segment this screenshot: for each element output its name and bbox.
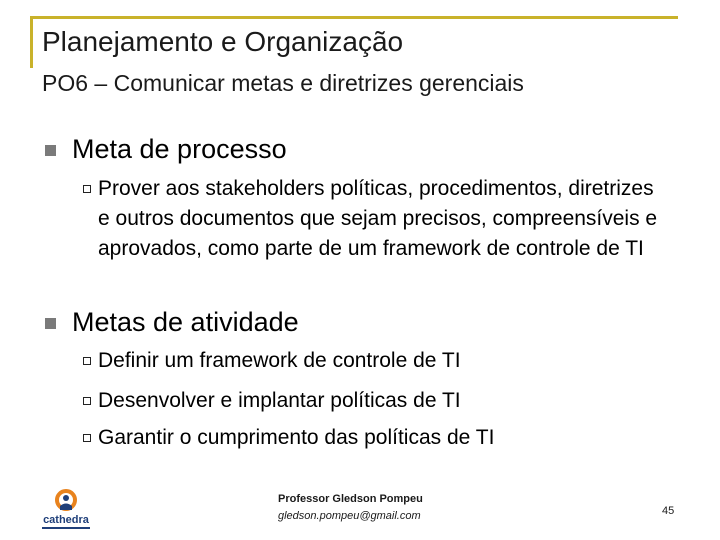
bullet-square [45, 318, 56, 329]
section-heading-meta-processo: Meta de processo [72, 134, 287, 164]
page-number: 45 [662, 505, 675, 517]
slide-subtitle: PO6 – Comunicar metas e diretrizes gerenciais [42, 70, 524, 96]
cathedra-logo [34, 486, 98, 532]
slide-title: Planejamento e Organização [42, 26, 404, 57]
section-item-text: Desenvolver e implantar políticas de TI [98, 389, 461, 412]
bullet-hollow-square [83, 357, 91, 365]
footer-author-email: gledson.pompeu@gmail.com [278, 510, 421, 522]
section-item-text: Definir um framework de controle de TI [98, 349, 461, 372]
bullet-square [45, 145, 56, 156]
bullet-hollow-square [83, 185, 91, 193]
bullet-hollow-square [83, 397, 91, 405]
section-heading-metas-atividade: Metas de atividade [72, 307, 299, 337]
section-item-text: Prover aos stakeholders políticas, procedimentos, diretrizes e outros documentos que sejam precisos, compreensíveis e aprovados, como parte de um framework de controle de TI [98, 177, 658, 260]
bullet-hollow-square [83, 434, 91, 442]
logo-wordmark: cathedra [43, 514, 89, 526]
section-item-text: Garantir o cumprimento das políticas de TI [98, 426, 495, 449]
title-frame-top [30, 16, 678, 19]
title-frame-left [30, 16, 33, 68]
footer-author-name: Professor Gledson Pompeu [278, 493, 423, 505]
